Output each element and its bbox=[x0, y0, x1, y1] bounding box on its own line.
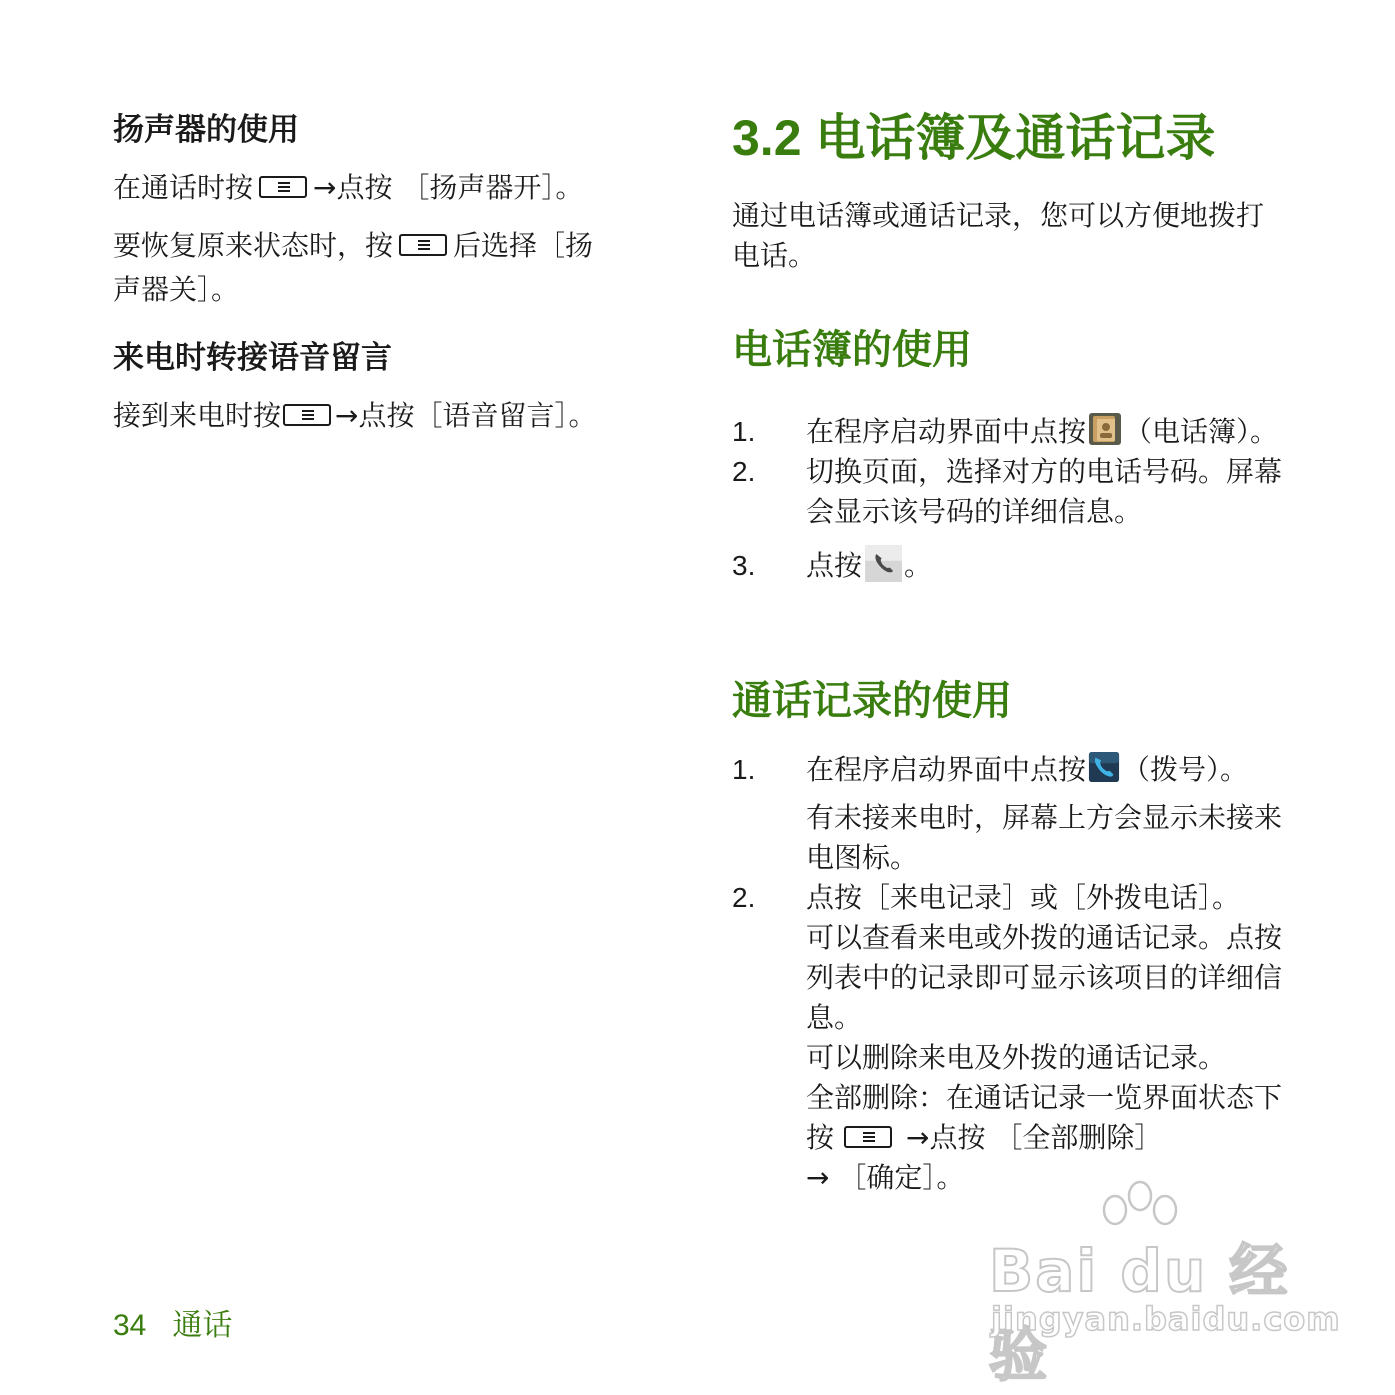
menu-key-icon bbox=[399, 234, 447, 256]
speaker-p2-text-c: 声器关］。 bbox=[113, 273, 240, 306]
section-title: 3.2 电话簿及通话记录 bbox=[732, 110, 1216, 166]
step-text: →点按 ［全部删除］ bbox=[906, 1121, 1163, 1154]
step-text: 有未接来电时，屏幕上方会显示未接来电图标。 bbox=[806, 801, 1283, 874]
list-item bbox=[732, 412, 1292, 452]
chapter-name: 通话 bbox=[172, 1308, 233, 1343]
step-text: 在程序启动界面中点按 bbox=[806, 753, 1087, 786]
voicemail-text-a: 接到来电时按 bbox=[113, 399, 282, 432]
phonebook-heading: 电话簿的使用 bbox=[732, 327, 972, 373]
speaker-p1-text-a: 在通话时按 bbox=[113, 171, 254, 204]
phonebook-app-icon bbox=[1088, 412, 1122, 446]
step-text: 点按［来电记录］或［外拨电话］。 bbox=[806, 881, 1241, 914]
step-text: 在程序启动界面中点按 bbox=[806, 415, 1087, 448]
watermark-logo: Bai du 经验 bbox=[989, 1237, 1290, 1389]
menu-key-icon bbox=[844, 1126, 892, 1148]
intro-paragraph: 通过电话簿或通话记录，您可以方便地拨打电话。 bbox=[732, 199, 1265, 272]
step-text: （电话簿）。 bbox=[1124, 415, 1279, 448]
voicemail-paragraph bbox=[113, 394, 596, 438]
speaker-p2-text-b: 后选择［扬 bbox=[453, 229, 594, 262]
list-item bbox=[732, 878, 1292, 1198]
baidu-watermark bbox=[985, 1180, 1341, 1389]
call-log-steps bbox=[732, 750, 1292, 1198]
phonebook-steps bbox=[732, 412, 1292, 586]
step-text: 可以查看来电或外拨的通话记录。点按列表中的记录即可显示该项目的详细信息。 bbox=[806, 921, 1283, 1034]
step-text: （拨号）。 bbox=[1122, 753, 1249, 786]
voicemail-heading: 来电时转接语音留言 bbox=[113, 340, 392, 376]
page-footer bbox=[113, 1300, 232, 1344]
voicemail-text-b: →点按［语音留言］。 bbox=[335, 399, 597, 432]
step-text: 可以删除来电及外拨的通话记录。 bbox=[806, 1041, 1227, 1074]
call-button-icon bbox=[864, 544, 902, 582]
list-item bbox=[732, 452, 1292, 532]
menu-key-icon bbox=[259, 176, 307, 198]
speaker-heading: 扬声器的使用 bbox=[113, 112, 299, 148]
page-number: 34 bbox=[113, 1309, 147, 1342]
step-text: 全部删除：在通话记录一览界面状态下按 bbox=[806, 1081, 1283, 1154]
speaker-paragraph-1 bbox=[113, 166, 583, 210]
speaker-p2-text-a: 要恢复原来状态时，按 bbox=[113, 229, 394, 262]
watermark-url: jingyan.baidu.com bbox=[991, 1300, 1341, 1338]
menu-key-icon bbox=[283, 404, 331, 426]
step-text: → ［确定］。 bbox=[806, 1161, 965, 1194]
step-text: 。 bbox=[904, 549, 933, 582]
speaker-p1-text-b: →点按 ［扬声器开］。 bbox=[313, 171, 584, 204]
step-text: 切换页面，选择对方的电话号码。屏幕会显示该号码的详细信息。 bbox=[806, 455, 1283, 528]
call-log-heading: 通话记录的使用 bbox=[732, 678, 1012, 724]
step-number: 1. bbox=[732, 754, 756, 785]
step-text: 点按 bbox=[806, 549, 863, 582]
list-item bbox=[732, 750, 1292, 878]
step-number: 2. bbox=[732, 882, 756, 913]
speaker-paragraph-2 bbox=[113, 224, 665, 312]
step-number: 2. bbox=[732, 456, 756, 487]
list-item bbox=[732, 546, 1292, 586]
dialer-app-icon bbox=[1088, 751, 1120, 783]
step-number: 3. bbox=[732, 550, 756, 581]
step-number: 1. bbox=[732, 416, 756, 447]
